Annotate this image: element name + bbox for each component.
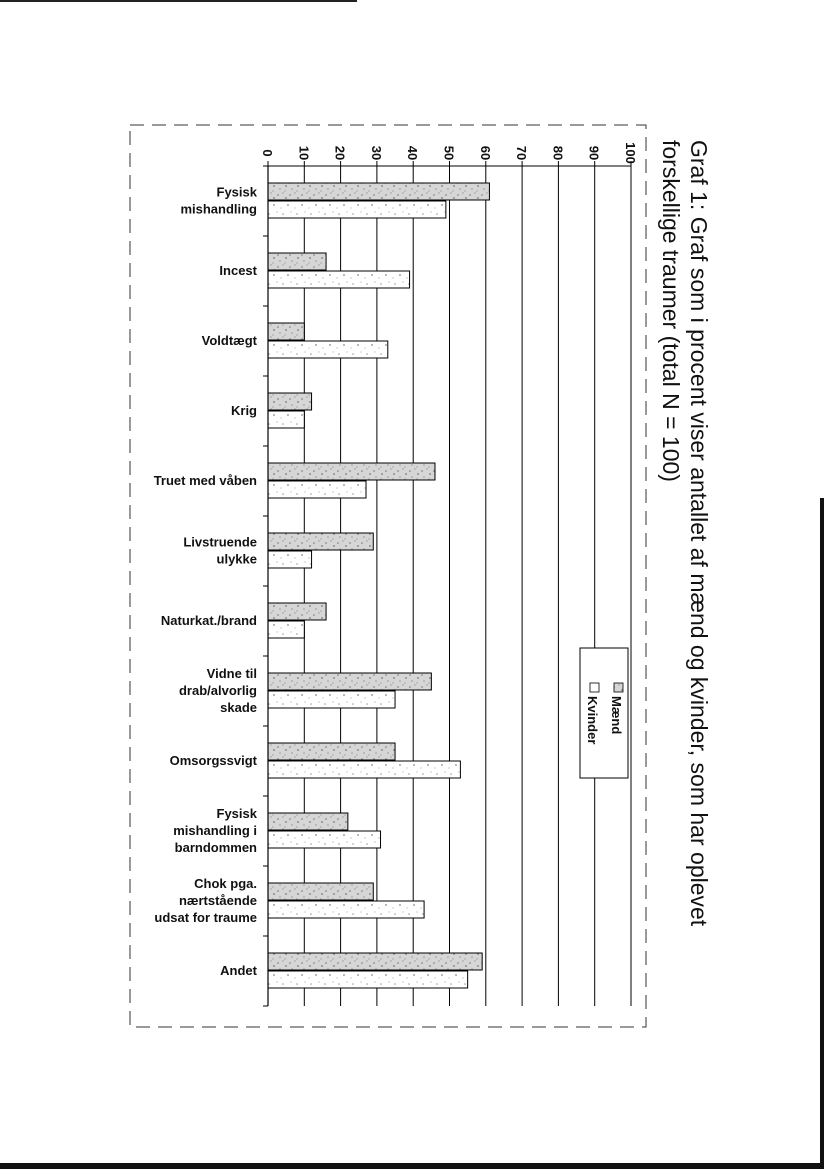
axis-tick-label: 70 — [514, 145, 530, 161]
axis-tick-label: 10 — [296, 145, 312, 161]
bar-maend — [268, 673, 431, 690]
bar-kvinder — [268, 971, 468, 988]
bar-maend — [268, 883, 373, 900]
category-label: Omsorgssvigt — [169, 753, 257, 768]
bar-kvinder — [268, 411, 304, 428]
bar-maend — [268, 393, 312, 410]
category-label: Vidne til — [206, 666, 257, 681]
legend-swatch-maend — [614, 683, 623, 692]
bar-maend — [268, 743, 395, 760]
bar-maend — [268, 463, 435, 480]
category-label: Incest — [219, 263, 257, 278]
category-label: Andet — [220, 963, 257, 978]
category-label: Livstruende — [183, 534, 257, 550]
axis-tick-label: 20 — [332, 145, 348, 161]
category-label: drab/alvorlig — [178, 683, 257, 698]
bar-maend — [268, 323, 304, 340]
bar-maend — [268, 813, 348, 830]
bar-kvinder — [268, 831, 381, 848]
axis-tick-label: 80 — [550, 145, 566, 161]
axis-tick-label: 90 — [586, 145, 602, 161]
category-label: nærtstående — [178, 893, 257, 908]
bar-maend — [268, 953, 482, 970]
bar-kvinder — [268, 271, 410, 288]
axis-tick-label: 60 — [477, 145, 493, 161]
bar-kvinder — [268, 901, 424, 918]
axis-tick-label: 0 — [260, 149, 275, 157]
axis-tick-label: 100 — [623, 142, 638, 164]
category-label: Chok pga. — [194, 876, 257, 891]
axis-tick-label: 30 — [368, 145, 384, 161]
bar-kvinder — [268, 621, 304, 638]
value-axis-ticks — [260, 142, 638, 164]
legend — [580, 648, 628, 778]
category-label: Truet med våben — [153, 473, 257, 488]
bar-maend — [268, 183, 489, 200]
category-label: Krig — [231, 403, 257, 418]
legend-label-kvinder: Kvinder — [585, 696, 600, 745]
bars — [268, 183, 489, 988]
bar-kvinder — [268, 551, 312, 568]
bar-kvinder — [268, 761, 460, 778]
chart-frame — [130, 125, 646, 1027]
category-label: mishandling i — [173, 823, 257, 838]
chart-title-line-1: Graf 1: Graf som i procent viser antallet af mænd og kvinder, som har oplevet — [686, 140, 712, 927]
category-label: udsat for traume — [154, 910, 257, 925]
category-label: Naturkat./brand — [160, 613, 257, 628]
category-label: mishandling — [180, 201, 257, 217]
category-labels — [154, 185, 258, 979]
category-label: ulykke — [216, 551, 257, 567]
category-label: Fysisk — [216, 184, 257, 200]
axis-tick-label: 40 — [405, 145, 421, 161]
category-label: barndommen — [174, 840, 257, 855]
bar-maend — [268, 253, 326, 270]
chart-title-line-2: forskellige traumer (total N = 100) — [658, 140, 684, 482]
category-axis-ticks — [263, 166, 268, 1006]
bar-maend — [268, 603, 326, 620]
axis-tick-label: 50 — [441, 145, 457, 161]
category-label: skade — [220, 700, 257, 715]
bar-kvinder — [268, 341, 388, 358]
bar-kvinder — [268, 201, 446, 218]
bar-kvinder — [268, 481, 366, 498]
category-label: Voldtægt — [201, 333, 257, 348]
bar-maend — [268, 533, 373, 550]
bar-kvinder — [268, 691, 395, 708]
legend-swatch-kvinder — [590, 683, 599, 692]
legend-label-maend: Mænd — [609, 696, 624, 735]
category-label: Fysisk — [216, 806, 257, 821]
